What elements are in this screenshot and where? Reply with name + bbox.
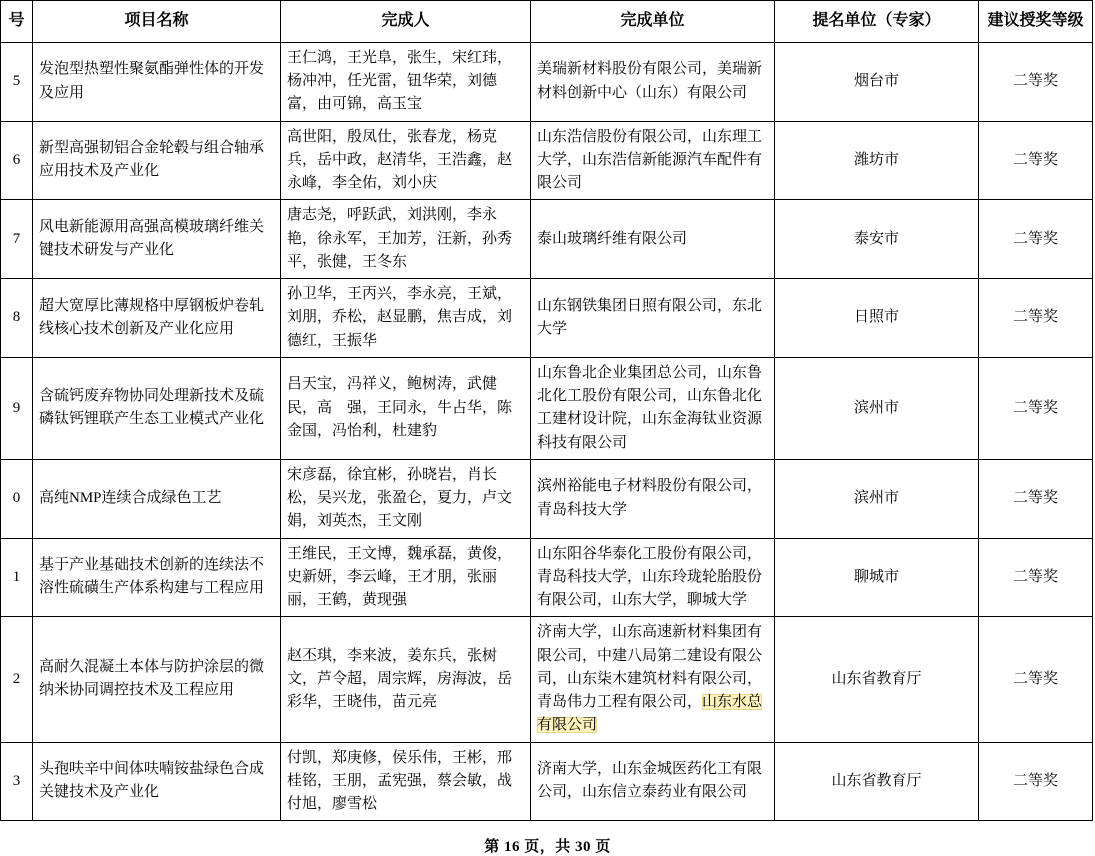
cell-no: 1 xyxy=(1,538,33,617)
table-row xyxy=(1,121,1093,200)
cell-project-name: 高纯NMP连续合成绿色工艺 xyxy=(33,459,281,538)
organization-text: 济南大学，山东金城医药化工有限公司，山东信立泰药业有限公司 xyxy=(537,761,763,801)
cell-contributors: 赵丕琪，李来波，姜东兵，张树文，芦令超，周宗辉，房海波，岳彩华，王晓伟，苗元亮 xyxy=(281,617,531,742)
table-row xyxy=(1,200,1093,279)
table-row xyxy=(1,357,1093,459)
cell-project-name: 超大宽厚比薄规格中厚钢板炉卷轧线核心技术创新及产业化应用 xyxy=(33,279,281,358)
cell-award-level: 二等奖 xyxy=(979,279,1093,358)
organization-text: 泰山玻璃纤维有限公司 xyxy=(537,230,688,247)
organization-text: 山东浩信股份有限公司，山东理工大学，山东浩信新能源汽车配件有限公司 xyxy=(537,128,763,192)
cell-project-name: 风电新能源用高强高模玻璃纤维关键技术研发与产业化 xyxy=(33,200,281,279)
cell-nominator: 潍坊市 xyxy=(775,121,979,200)
cell-award-level: 二等奖 xyxy=(979,617,1093,742)
cell-contributors: 付凯，郑庚修，侯乐伟，王彬，邢桂铭，王朋，孟宪强，蔡会敏，战付旭，廖雪松 xyxy=(281,742,531,821)
cell-contributors: 宋彦磊，徐宜彬，孙晓岩，肖长松，吴兴龙，张盈仑，夏力，卢文娟，刘英杰，王文刚 xyxy=(281,459,531,538)
cell-award-level: 二等奖 xyxy=(979,121,1093,200)
cell-contributors: 孙卫华，王丙兴，李永亮，王斌，刘朋，乔松，赵显鹏，焦吉成，刘德红，王振华 xyxy=(281,279,531,358)
organization-text: 美瑞新材料股份有限公司，美瑞新材料创新中心（山东）有限公司 xyxy=(537,61,763,101)
organization-text: 滨州裕能电子材料股份有限公司，青岛科技大学 xyxy=(537,478,763,518)
cell-award-level: 二等奖 xyxy=(979,357,1093,459)
cell-nominator: 日照市 xyxy=(775,279,979,358)
cell-no: 3 xyxy=(1,742,33,821)
cell-nominator: 泰安市 xyxy=(775,200,979,279)
cell-project-name: 高耐久混凝土本体与防护涂层的微纳米协同调控技术及工程应用 xyxy=(33,617,281,742)
cell-contributors: 高世阳，殷凤仕，张春龙，杨克兵，岳中政，赵清华，王浩鑫，赵永峰，李全佑，刘小庆 xyxy=(281,121,531,200)
cell-award-level: 二等奖 xyxy=(979,459,1093,538)
column-header-contributors: 完成人 xyxy=(281,1,531,43)
table-row xyxy=(1,42,1093,121)
cell-nominator: 滨州市 xyxy=(775,459,979,538)
cell-award-level: 二等奖 xyxy=(979,742,1093,821)
page-number-text: 第 16 页，共 30 页 xyxy=(484,839,611,856)
column-header-no: 号 xyxy=(1,1,33,43)
cell-no: 0 xyxy=(1,459,33,538)
cell-nominator: 山东省教育厅 xyxy=(775,617,979,742)
cell-no: 8 xyxy=(1,279,33,358)
column-header-nominator: 提名单位（专家） xyxy=(775,1,979,43)
cell-project-name: 头孢呋辛中间体呋喃铵盐绿色合成关键技术及产业化 xyxy=(33,742,281,821)
cell-organizations xyxy=(531,279,775,358)
cell-organizations xyxy=(531,200,775,279)
cell-organizations xyxy=(531,357,775,459)
cell-no: 7 xyxy=(1,200,33,279)
cell-no: 2 xyxy=(1,617,33,742)
table-header-row xyxy=(1,1,1093,43)
cell-award-level: 二等奖 xyxy=(979,42,1093,121)
cell-project-name: 发泡型热塑性聚氨酯弹性体的开发及应用 xyxy=(33,42,281,121)
table-row xyxy=(1,742,1093,821)
page-footer xyxy=(0,835,1095,856)
column-header-award-level: 建议授奖等级 xyxy=(979,1,1093,43)
organization-text: 山东鲁北企业集团总公司，山东鲁北化工股份有限公司，山东鲁北化工建材设计院，山东金海钛业资源科技有限公司 xyxy=(537,364,763,451)
cell-organizations xyxy=(531,459,775,538)
cell-project-name: 新型高强韧铝合金轮毂与组合轴承应用技术及产业化 xyxy=(33,121,281,200)
cell-award-level: 二等奖 xyxy=(979,200,1093,279)
highlighted-organization: 山东水总有限公司 xyxy=(537,694,763,734)
cell-nominator: 烟台市 xyxy=(775,42,979,121)
cell-organizations xyxy=(531,742,775,821)
cell-nominator: 滨州市 xyxy=(775,357,979,459)
cell-contributors: 王仁鸿，王光阜，张生，宋红玮，杨冲冲，任光雷，钮华荣，刘德富，由可锦，高玉宝 xyxy=(281,42,531,121)
cell-contributors: 王维民，王文博，魏承磊，黄俊，史新妍，李云峰，王才朋，张丽丽，王鹤，黄现强 xyxy=(281,538,531,617)
cell-organizations xyxy=(531,42,775,121)
organization-text: 山东阳谷华泰化工股份有限公司，青岛科技大学，山东玲珑轮胎股份有限公司，山东大学，聊城大学 xyxy=(537,545,763,609)
cell-no: 6 xyxy=(1,121,33,200)
cell-organizations xyxy=(531,121,775,200)
cell-nominator: 聊城市 xyxy=(775,538,979,617)
cell-no: 9 xyxy=(1,357,33,459)
cell-project-name: 含硫钙废弃物协同处理新技术及硫磷钛钙锂联产生态工业模式产业化 xyxy=(33,357,281,459)
table-row xyxy=(1,617,1093,742)
cell-award-level: 二等奖 xyxy=(979,538,1093,617)
cell-no: 5 xyxy=(1,42,33,121)
cell-contributors: 唐志尧，呼跃武，刘洪刚，李永艳，徐永军，王加芳，汪新，孙秀平，张健，王冬东 xyxy=(281,200,531,279)
cell-contributors: 吕天宝，冯祥义，鲍树涛，武健民，高 强，王同永，牛占华，陈金国，冯怡利，杜建豹 xyxy=(281,357,531,459)
table-row xyxy=(1,279,1093,358)
column-header-organizations: 完成单位 xyxy=(531,1,775,43)
cell-nominator: 山东省教育厅 xyxy=(775,742,979,821)
cell-organizations xyxy=(531,538,775,617)
organization-text: 济南大学，山东高速新材料集团有限公司，中建八局第二建设有限公司，山东柒木建筑材料有限公司，青岛伟力工程有限公司， xyxy=(537,624,763,711)
table-row xyxy=(1,538,1093,617)
column-header-project-name: 项目名称 xyxy=(33,1,281,43)
cell-organizations xyxy=(531,617,775,742)
organization-text: 山东钢铁集团日照有限公司，东北大学 xyxy=(537,297,763,337)
cell-project-name: 基于产业基础技术创新的连续法不溶性硫磺生产体系构建与工程应用 xyxy=(33,538,281,617)
table-row xyxy=(1,459,1093,538)
